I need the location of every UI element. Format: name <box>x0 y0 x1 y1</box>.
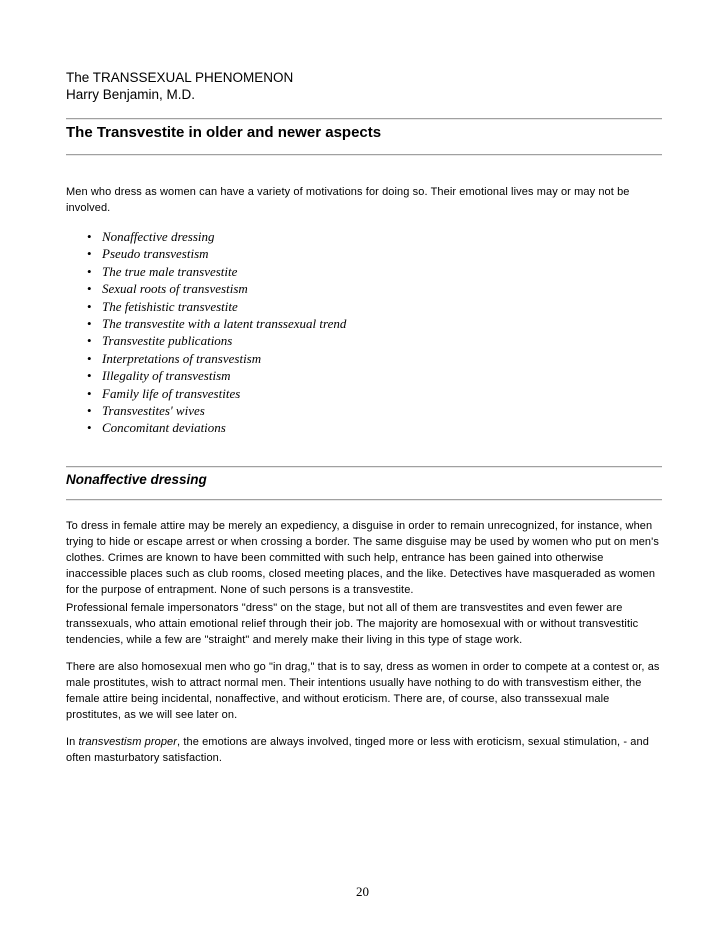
toc-item[interactable] <box>66 298 346 315</box>
book-title: The TRANSSEXUAL PHENOMENON <box>66 70 294 85</box>
section-paragraph-last <box>66 734 662 766</box>
bullet-icon: • <box>87 298 92 314</box>
toc-item-label: Interpretations of transvestism <box>102 350 262 366</box>
page-number: 20 <box>356 884 369 899</box>
chapter-toc <box>66 228 346 437</box>
bullet-icon: • <box>87 350 92 366</box>
bullet-icon: • <box>87 246 92 262</box>
toc-item[interactable] <box>66 315 346 332</box>
bullet-icon: • <box>87 385 92 401</box>
bullet-icon: • <box>87 316 92 332</box>
bullet-icon: • <box>87 229 92 244</box>
toc-item[interactable] <box>66 245 346 262</box>
emphasis-text: transvestism proper <box>78 736 178 748</box>
toc-item-label: Illegality of transvestism <box>102 368 231 384</box>
toc-item[interactable] <box>66 228 346 245</box>
text-run: , the emotions are always involved, tinged more or less with eroticism, sexual stimulation, - and often masturbatory satisfaction. <box>66 736 649 764</box>
section-paragraph: There are also homosexual men who go "in drag," that is to say, dress as women in order to compete at a contest or, as male prostitutes, wish to attract normal men. Their intentions usually have nothing to do with transvestism either, the female attire being incidental, nonaffective, and without eroticism. There are, of course, also transsexual male prostitutes, as we will see later on. <box>66 661 660 721</box>
section-paragraph: Professional female impersonators "dress" on the stage, but not all of them are transvestites and even fewer are transsexuals, who attain emotional relief through their job. The majority are homosexual with or without transvestitic tendencies, while a few are "straight" and merely make their living in this type of stage work. <box>66 602 639 646</box>
bullet-icon: • <box>87 333 92 349</box>
toc-item-label: Family life of transvestites <box>102 385 241 401</box>
toc-item[interactable] <box>66 263 346 280</box>
divider <box>66 466 662 468</box>
chapter-title: The Transvestite in older and newer aspects <box>66 124 382 141</box>
toc-item-label: Transvestite publications <box>102 333 233 349</box>
bullet-icon: • <box>87 403 92 419</box>
bullet-icon: • <box>87 368 92 384</box>
divider <box>66 154 662 156</box>
section-title: Nonaffective dressing <box>66 472 207 487</box>
toc-item[interactable] <box>66 350 346 367</box>
toc-item[interactable] <box>66 280 346 297</box>
bullet-icon: • <box>87 281 92 297</box>
toc-item-label: The true male transvestite <box>102 263 238 279</box>
toc-item[interactable] <box>66 402 346 419</box>
book-author: Harry Benjamin, M.D. <box>66 87 196 102</box>
book-header <box>66 69 293 103</box>
divider <box>66 118 662 120</box>
toc-item-label: Sexual roots of transvestism <box>102 281 248 297</box>
toc-item-label: Concomitant deviations <box>102 420 226 436</box>
chapter-intro: Men who dress as women can have a variety of motivations for doing so. Their emotional lives may or may not be involved. <box>66 186 630 214</box>
toc-item-label: Pseudo transvestism <box>102 246 209 262</box>
toc-item[interactable] <box>66 419 346 436</box>
toc-item[interactable] <box>66 385 346 402</box>
toc-item-label: Transvestites' wives <box>102 403 205 419</box>
section-paragraph: To dress in female attire may be merely an expediency, a disguise in order to remain unrecognized, for instance, when trying to hide or escape arrest or when crossing a border. The same disguise may be used by women who put on men's clothes. Crimes are known to have been committed with such help, entrance has been gained into otherwise inaccessible places such as club rooms, closed meeting places, and the like. Detectives have masqueraded as women for the purpose of entrapment. None of such persons is a transvestite. <box>66 520 659 596</box>
bullet-icon: • <box>87 420 92 436</box>
divider <box>66 499 662 501</box>
toc-item-label: The transvestite with a latent transsexual trend <box>102 316 347 332</box>
bullet-icon: • <box>87 263 92 279</box>
toc-item[interactable] <box>66 367 346 384</box>
toc-item-label: Nonaffective dressing <box>102 229 215 244</box>
toc-item-label: The fetishistic transvestite <box>102 298 238 314</box>
toc-item[interactable] <box>66 332 346 349</box>
text-run: In <box>66 736 79 748</box>
